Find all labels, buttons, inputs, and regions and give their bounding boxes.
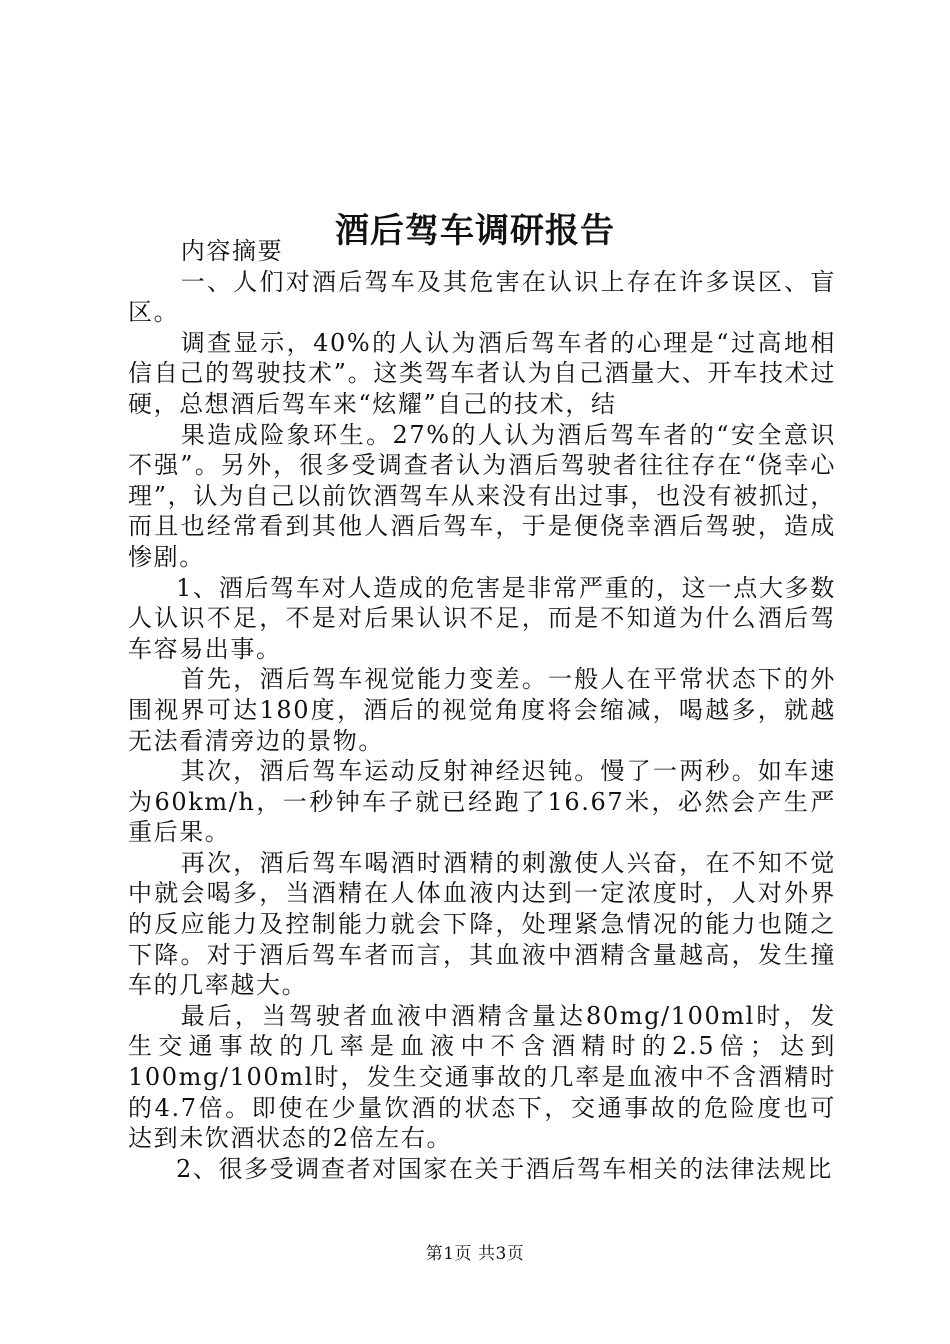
paragraph-section-one: 一、人们对酒后驾车及其危害在认识上存在许多误区、盲区。 bbox=[128, 267, 836, 327]
paragraph-point-two: 2、很多受调查者对国家在关于酒后驾车相关的法律法规比 bbox=[176, 1154, 833, 1183]
paragraph-second: 其次，酒后驾车运动反射神经迟钝。慢了一两秒。如车速为60km/h，一秒钟车子就已经跑了16.67米，必然会产生严重后果。 bbox=[128, 757, 836, 847]
page-footer: 第1页 共3页 bbox=[425, 1244, 525, 1264]
paragraph-last: 最后，当驾驶者血液中酒精含量达80mg/100ml时，发生交通事故的几率是血液中不含酒精时的2.5倍；达到100mg/100ml时，发生交通事故的几率是血液中不含酒精时的4.7倍。即使在少量饮酒的状态下，交通事故的危险度也可达到未饮酒状态的2倍左右。 bbox=[128, 1001, 836, 1153]
paragraph-point-one: 1、酒后驾车对人造成的危害是非常严重的，这一点大多数人认识不足，不是对后果认识不足，而是不知道为什么酒后驾车容易出事。 bbox=[128, 573, 836, 663]
document-body bbox=[128, 236, 836, 1184]
paragraph-first: 首先，酒后驾车视觉能力变差。一般人在平常状态下的外围视界可达180度，酒后的视觉角度将会缩减，喝越多，就越无法看清旁边的景物。 bbox=[128, 665, 836, 755]
paragraph-survey: 调查显示，40%的人认为酒后驾车者的心理是“过高地相信自己的驾驶技术”。这类驾车者认为自己酒量大、开车技术过硬，总想酒后驾车来“炫耀”自己的技术，结 bbox=[128, 328, 836, 418]
paragraph-abstract-heading: 内容摘要 bbox=[180, 237, 284, 265]
document-title: 酒后驾车调研报告 bbox=[335, 210, 615, 251]
paragraph-survey-continued: 果造成险象环生。27%的人认为酒后驾车者的“安全意识不强”。另外，很多受调查者认为酒后驾驶者往往存在“侥幸心理”，认为自己以前饮酒驾车从来没有出过事，也没有被抓过，而且也经常看到其他人酒后驾车，于是便侥幸酒后驾驶，造成惨剧。 bbox=[128, 420, 836, 571]
paragraph-third: 再次，酒后驾车喝酒时酒精的刺激使人兴奋，在不知不觉中就会喝多，当酒精在人体血液内达到一定浓度时，人对外界的反应能力及控制能力就会下降，处理紧急情况的能力也随之下降。对于酒后驾车者而言，其血液中酒精含量越高，发生撞车的几率越大。 bbox=[128, 848, 836, 1000]
